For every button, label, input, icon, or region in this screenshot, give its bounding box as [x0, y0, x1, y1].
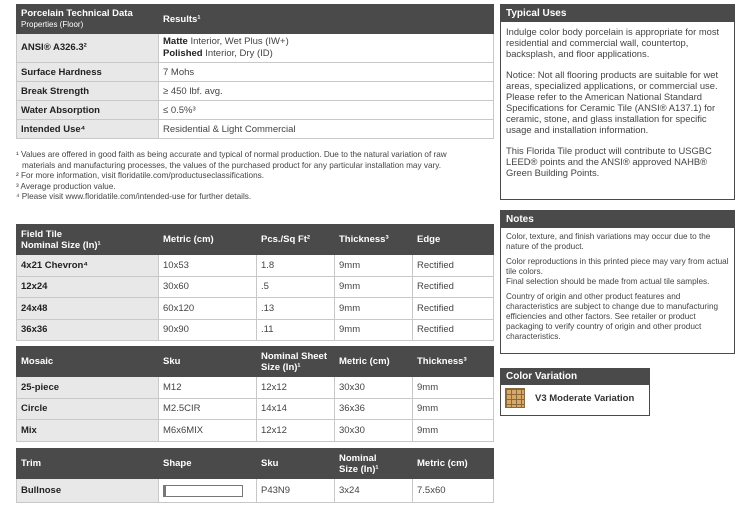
notes-origin: Country of origin and other product features and characteristics are subject to change due to manufacturing efficiencies and other factors. See retailer or product packaging to verify country of origin and other product characteristics. [506, 292, 719, 341]
table-row [17, 420, 494, 442]
typical-uses-text: Indulge color body porcelain is appropriate for most residential and commercial wall, countertop, backsplash, and floor applications. [506, 26, 720, 59]
cell: M6x6MIX [159, 420, 257, 442]
color-variation-panel [500, 368, 650, 416]
cell: 9mm [335, 276, 413, 298]
table-row [17, 276, 494, 298]
notes-variation: Color, texture, and finish variations may occur due to the nature of the product. [506, 232, 711, 251]
cell: 1.8 [257, 255, 335, 277]
cell: .11 [257, 319, 335, 341]
cell: Bullnose [17, 479, 159, 503]
mosaic-header-thickness: Thickness³ [413, 347, 494, 377]
trim-header-sku: Sku [257, 449, 335, 479]
cell: 14x14 [257, 398, 335, 420]
cell: Rectified [413, 255, 494, 277]
cell: 60x120 [159, 298, 257, 320]
cell: 36x36 [17, 319, 159, 341]
footnote-1: ¹ Values are offered in good faith as being accurate and typical of normal production. Due to the natural variation of raw [16, 150, 447, 159]
cell: 36x36 [335, 398, 413, 420]
typical-uses-leed: This Florida Tile product will contribute to USGBC LEED® points and the ANSI® approved NAHB® Green Building Points. [506, 145, 712, 178]
cell: 9mm [335, 255, 413, 277]
trim-header-metric: Metric (cm) [413, 449, 494, 479]
cell: 7.5x60 [413, 479, 494, 503]
mosaic-header-name: Mosaic [17, 347, 159, 377]
notes-panel [500, 210, 735, 354]
cell: 12x12 [257, 420, 335, 442]
footnote-1b: materials and manufacturing processes, the values of the purchased product for any particular installation may vary. [22, 160, 441, 170]
mosaic-table [16, 346, 494, 442]
cell: .5 [257, 276, 335, 298]
cell: 3x24 [335, 479, 413, 503]
cell: 30x60 [159, 276, 257, 298]
row-value-absorption: ≤ 0.5%³ [159, 101, 494, 120]
row-value-ansi: Matte Interior, Wet Plus (IW+) Polished Interior, Dry (ID) [159, 34, 494, 63]
row-label-break: Break Strength [17, 82, 159, 101]
trim-header-size: Nominal Size (In)¹ [335, 449, 413, 479]
cell: 25-piece [17, 377, 159, 399]
field-tile-table [16, 224, 494, 341]
cell: M2.5CIR [159, 398, 257, 420]
footnotes [16, 150, 486, 203]
cell: M12 [159, 377, 257, 399]
trim-table [16, 448, 494, 503]
table-row [17, 255, 494, 277]
cell: 9mm [413, 398, 494, 420]
row-value-hardness: 7 Mohs [159, 63, 494, 82]
cell: Rectified [413, 319, 494, 341]
cell: Rectified [413, 276, 494, 298]
table-row [17, 319, 494, 341]
mosaic-header-metric: Metric (cm) [335, 347, 413, 377]
cell: 12x24 [17, 276, 159, 298]
typical-uses-panel [500, 4, 735, 200]
row-value-intended: Residential & Light Commercial [159, 120, 494, 139]
bullnose-shape-icon [159, 479, 257, 503]
cell: 10x53 [159, 255, 257, 277]
footnote-4: ⁴ Please visit www.floridatile.com/intended-use for further details. [16, 192, 252, 201]
trim-header-name: Trim [17, 449, 159, 479]
cell: 30x30 [335, 377, 413, 399]
tech-header-results: Results¹ [159, 5, 494, 34]
row-value-break: ≥ 450 lbf. avg. [159, 82, 494, 101]
grid-icon [505, 388, 525, 408]
field-header-thickness: Thickness³ [335, 225, 413, 255]
trim-header-shape: Shape [159, 449, 257, 479]
footnote-2: ² For more information, visit floridatile.com/productuseclassifications. [16, 171, 264, 180]
typical-uses-notice: Notice: Not all flooring products are suitable for wet areas, specialized applications, or commercial use. Please refer to the American National Standard Specifications for Ceramic Tile (ANSI® A137.1) for ceramic, stone, and glass installation for specific usage and installation information. [506, 69, 719, 135]
table-row [17, 298, 494, 320]
row-label-absorption: Water Absorption [17, 101, 159, 120]
typical-uses-title: Typical Uses [501, 5, 734, 22]
color-variation-label: V3 Moderate Variation [535, 392, 635, 404]
cell: 30x30 [335, 420, 413, 442]
notes-title: Notes [501, 211, 734, 228]
footnote-3: ³ Average production value. [16, 181, 116, 191]
cell: Circle [17, 398, 159, 420]
cell: 90x90 [159, 319, 257, 341]
cell: .13 [257, 298, 335, 320]
field-header-edge: Edge [413, 225, 494, 255]
table-row [17, 479, 494, 503]
mosaic-header-sku: Sku [159, 347, 257, 377]
cell: 9mm [413, 377, 494, 399]
row-label-hardness: Surface Hardness [17, 63, 159, 82]
row-label-ansi: ANSI® A326.3² [17, 34, 159, 63]
table-row [17, 377, 494, 399]
technical-data-table [16, 4, 494, 139]
cell: 9mm [335, 319, 413, 341]
field-header-pcs: Pcs./Sq Ft² [257, 225, 335, 255]
table-row [17, 398, 494, 420]
cell: P43N9 [257, 479, 335, 503]
cell: 9mm [413, 420, 494, 442]
cell: Rectified [413, 298, 494, 320]
cell: 4x21 Chevron⁴ [17, 255, 159, 277]
color-variation-title: Color Variation [501, 369, 649, 385]
row-label-intended: Intended Use⁴ [17, 120, 159, 139]
field-header-size: Field Tile Nominal Size (In)¹ [17, 225, 159, 255]
field-header-metric: Metric (cm) [159, 225, 257, 255]
notes-reproduction: Color reproductions in this printed piece may vary from actual tile colors. Final selection should be made from actual tile samples. [506, 257, 729, 286]
cell: Mix [17, 420, 159, 442]
cell: 24x48 [17, 298, 159, 320]
tech-header-properties: Porcelain Technical Data Properties (Floor) [17, 5, 159, 34]
cell: 12x12 [257, 377, 335, 399]
cell: 9mm [335, 298, 413, 320]
mosaic-header-size: Nominal Sheet Size (In)¹ [257, 347, 335, 377]
